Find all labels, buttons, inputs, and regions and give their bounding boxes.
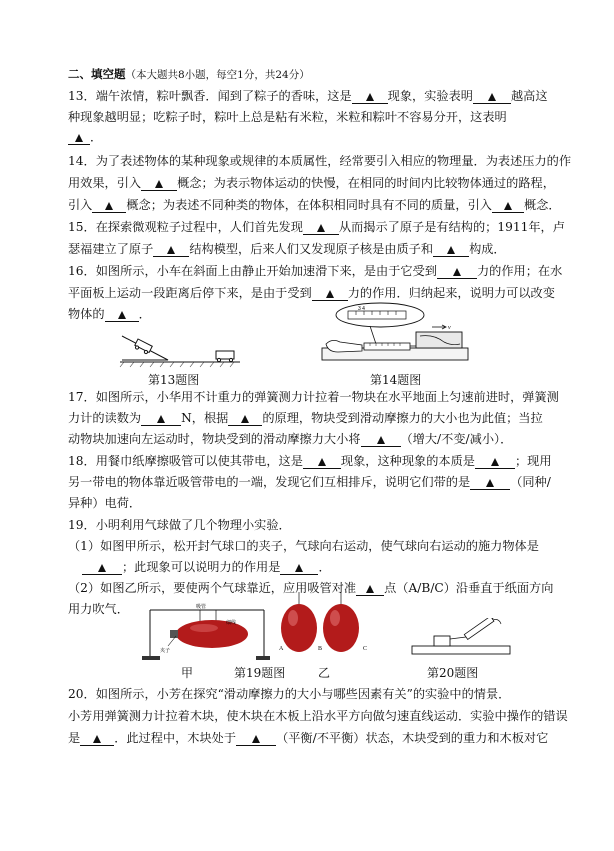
q19-text: ． [318,560,331,574]
triangle-marker-icon [105,202,113,210]
q19-line-5 [68,601,129,617]
q13-line-2 [68,109,507,125]
q20-text: 小芳用弹簧测力计拉着木块，使木块在木板上沿水平方向做匀速直线运动．实验中操作的错误 [68,709,568,723]
q13-text: ． [90,130,103,144]
answer-blank[interactable] [141,177,177,191]
q13-line-3 [68,129,102,145]
q17-text: 17．如图所示，小华用不计重力的弹簧测力计拉着一物块在水平地面上匀速前进时，弹簧测 [68,390,559,404]
answer-blank[interactable] [153,243,189,257]
q20-line-1 [68,686,510,702]
q13-text: 现象，实验表明 [387,89,473,103]
q14-line-2 [68,175,555,191]
triangle-marker-icon [317,224,325,232]
q18-line-3 [68,495,141,511]
answer-blank[interactable] [105,308,139,322]
section-note: （本大题共8小题，每空1分，共24分） [125,69,310,81]
figure-19-jia-label: 甲 [181,666,194,680]
q13-text: 13．端午浓情，粽叶飘香．闻到了粽子的香味，这是 [68,89,352,103]
label-clip: 夹子 [160,648,171,654]
q15-text: 构成． [469,242,506,256]
q15-text: 瑟福建立了原子 [68,242,154,256]
q16-text: 平面板上运动一段距离后停下来，是由于受到 [68,286,312,300]
triangle-marker-icon [486,479,494,487]
figure-20-friction-setup [410,618,515,660]
triangle-marker-icon [75,134,83,142]
q17-line-2 [68,410,543,426]
triangle-marker-icon [318,458,326,466]
triangle-marker-icon [447,246,455,254]
q14-text: 概念． [524,198,561,212]
q16-text: 力的作用；在水 [476,264,563,278]
answer-blank[interactable] [141,412,181,426]
q19-text: 用力吹气． [68,602,129,616]
q20-text: 20．如图所示，小芳在探究“滑动摩擦力的大小与哪些因素有关”的实验中的情景． [68,687,511,701]
answer-blank[interactable] [82,561,122,575]
q17-text: 动物块加速向左运动时，物块受到的滑动摩擦力大小将 [68,432,361,446]
figure-13-caption: 第13题图 [148,373,200,387]
q18-text: ；现用 [514,454,552,468]
answer-blank[interactable] [352,90,388,104]
q16-text: ． [138,307,151,321]
q14-text: 概念；为表示物体运动的快慢，在相同的时间内比较物体通过的路程， [177,176,555,190]
q17-text: （增大/不变/减小）． [400,432,513,446]
q13-text: 种现象越明显；吃粽子时，粽叶上总是粘有米粒，米粒和粽叶不容易分开，这表明 [68,110,507,124]
triangle-marker-icon [118,311,126,319]
q17-line-1 [68,389,559,405]
q19-line-2 [68,538,539,554]
triangle-marker-icon [377,436,385,444]
answer-blank[interactable] [68,131,90,145]
answer-blank[interactable] [361,433,401,447]
label-rope: 细线 [226,620,237,626]
point-b-label: B [318,646,323,652]
q19-text: 点（A/B/C）沿垂直于纸面方向 [384,581,554,595]
q15-text: 结构模型，后来人们又发现原子核是由质子和 [189,242,434,256]
svg-text:v: v [448,325,451,331]
answer-blank[interactable] [236,732,276,746]
answer-blank[interactable] [470,476,510,490]
q20-line-3 [68,730,548,746]
q19-text: 19．小明利用气球做了几个物理小实验． [68,518,291,532]
q15-line-1 [68,219,565,235]
triangle-marker-icon [326,290,334,298]
q18-line-1 [68,453,552,469]
q19-text: （2）如图乙所示，要使两个气球靠近，应用吸管对准 [68,581,357,595]
q14-text: 用效果，引入 [68,176,142,190]
figure-19-caption: 第19题图 [234,666,286,680]
triangle-marker-icon [504,202,512,210]
triangle-marker-icon [155,180,163,188]
q16-text: 力的作用．归纳起来，说明力可以改变 [347,286,555,300]
q14-line-3 [68,197,561,213]
q14-text: 14．为了表述物体的某种现象或规律的本质属性，经常要引入相应的物理量．为表述压力的作 [68,154,572,168]
triangle-marker-icon [98,564,106,572]
answer-blank[interactable] [433,243,469,257]
svg-text:3 4: 3 4 [358,306,365,312]
q15-text: 从而揭示了原子是有结构的；1911年，卢 [338,220,565,234]
q13-text: 越高这 [510,89,548,103]
answer-blank[interactable] [303,455,341,469]
answer-blank[interactable] [473,90,511,104]
section-title: 二、填空题 [68,67,126,81]
point-c-label: C [363,646,368,652]
q16-text: 物体的 [68,307,105,321]
triangle-marker-icon [488,93,496,101]
q20-line-2 [68,708,568,724]
answer-blank[interactable] [92,199,126,213]
triangle-marker-icon [366,93,374,101]
triangle-marker-icon [167,246,175,254]
q18-text: 另一带电的物体靠近吸管带电的一端，发现它们互相排斥，说明它们带的是 [68,475,471,489]
figure-19-yi-two-balloons [275,592,375,660]
answer-blank[interactable] [475,455,515,469]
figure-14-spring-scale [320,302,470,372]
answer-blank[interactable] [437,265,477,279]
q16-line-1 [68,263,562,279]
answer-blank[interactable] [228,412,262,426]
q20-text: （平衡/不平衡）状态，木块受到的重力和木板对它 [276,731,549,745]
triangle-marker-icon [252,735,260,743]
q20-text: ．此过程中，木块处于 [114,731,237,745]
triangle-marker-icon [157,415,165,423]
answer-blank[interactable] [280,561,318,575]
q18-text: 异种）电荷． [68,496,142,510]
q14-text: 概念；为表述不同种类的物体，在体积相同时具有不同的质量，引入 [126,198,492,212]
answer-blank[interactable] [492,199,524,213]
q17-text: 力计的读数为 [68,411,142,425]
q16-text: 16．如图所示，小车在斜面上由静止开始加速滑下来，是由于它受到 [68,264,437,278]
answer-blank[interactable] [312,287,348,301]
point-a-label: A [279,646,284,652]
q18-text: 18．用餐巾纸摩擦吸管可以使其带电，这是 [68,454,303,468]
q19-text: （1）如图甲所示，松开封气球口的夹子，气球向右运动，使气球向右运动的施力物体是 [68,539,539,553]
q16-line-2 [68,285,555,301]
figure-20-caption: 第20题图 [427,666,479,680]
triangle-marker-icon [453,268,461,276]
figure-19-yi-label: 乙 [318,666,331,680]
q13-line-1 [68,88,548,104]
q18-text: 现象，这种现象的本质是 [340,454,475,468]
q14-line-1 [68,153,571,169]
label-straw: 吸管 [196,604,207,610]
answer-blank[interactable] [80,732,114,746]
figure-19-jia-balloon-rig [140,602,270,662]
q17-text: 的原理，物块受到滑动摩擦力的大小也为此值；当拉 [262,411,543,425]
q15-line-2 [68,241,506,257]
q14-text: 引入 [68,198,93,212]
triangle-marker-icon [491,458,499,466]
triangle-marker-icon [93,735,101,743]
q18-text: （同种/ [510,475,551,489]
q19-text: ；此现象可以说明力的作用是 [122,560,281,574]
q18-line-2 [68,474,551,490]
q20-text: 是 [68,731,81,745]
q19-line-3 [68,559,331,575]
triangle-marker-icon [241,415,249,423]
q19-line-1 [68,517,291,533]
q16-line-3 [68,306,151,322]
triangle-marker-icon [295,564,303,572]
figure-13-incline-cart [118,326,243,371]
answer-blank[interactable] [303,221,339,235]
figure-14-caption: 第14题图 [370,373,422,387]
q15-text: 15．在探索微观粒子过程中，人们首先发现 [68,220,303,234]
q17-text: N，根据 [181,411,229,425]
section-heading [68,66,310,82]
q17-line-3 [68,431,512,447]
